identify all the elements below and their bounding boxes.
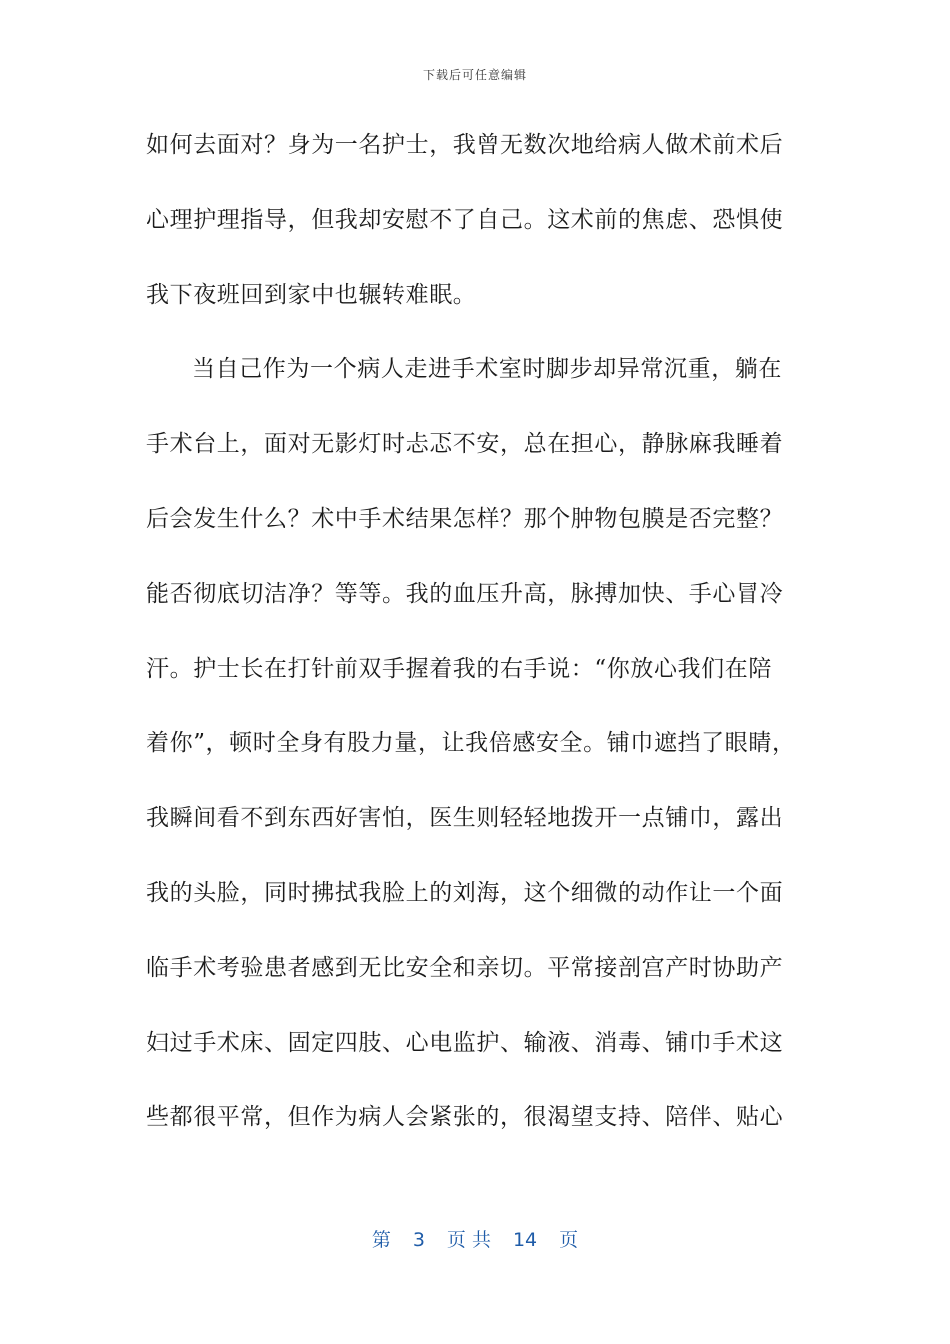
footer-middle: 页 共	[446, 1229, 491, 1251]
page-number-footer	[0, 1225, 950, 1252]
text-line: 我下夜班回到家中也辗转难眠。	[146, 281, 477, 308]
text-line: 我的头脸，同时拂拭我脸上的刘海，这个细微的动作让一个面	[146, 879, 784, 906]
document-body	[146, 108, 796, 1155]
page-header-note: 下载后可任意编辑	[422, 68, 527, 82]
text-line: 些都很平常，但作为病人会紧张的，很渴望支持、陪伴、贴心	[146, 1104, 784, 1131]
paragraph-start-line: 当自己作为一个病人走进手术室时脚步却异常沉重，躺在	[192, 356, 782, 383]
total-pages-number: 14	[512, 1229, 538, 1251]
text-line: 着你”，顿时全身有股力量，让我倍感安全。铺巾遮挡了眼睛，	[146, 730, 796, 757]
text-line: 如何去面对？身为一名护士，我曾无数次地给病人做术前术后	[146, 132, 784, 158]
text-line: 后会发生什么？术中手术结果怎样？那个肿物包膜是否完整？	[146, 505, 784, 532]
text-line: 心理护理指导，但我却安慰不了自己。这术前的焦虑、恐惧使	[146, 206, 784, 233]
text-line: 妇过手术床、固定四肢、心电监护、输液、消毒、铺巾手术这	[146, 1029, 784, 1056]
text-line: 我瞬间看不到东西好害怕，医生则轻轻地拨开一点铺巾，露出	[146, 805, 784, 832]
footer-suffix: 页	[559, 1229, 579, 1251]
current-page-number: 3	[412, 1229, 425, 1251]
text-line: 临手术考验患者感到无比安全和亲切。平常接剖宫产时协助产	[146, 954, 784, 981]
footer-prefix: 第	[371, 1229, 391, 1251]
text-line: 汗。护士长在打针前双手握着我的右手说：“你放心我们在陪	[146, 655, 772, 682]
text-line: 手术台上，面对无影灯时忐忑不安，总在担心，静脉麻我睡着	[146, 431, 784, 458]
text-line: 能否彻底切洁净？等等。我的血压升高，脉搏加快、手心冒冷	[146, 580, 784, 607]
